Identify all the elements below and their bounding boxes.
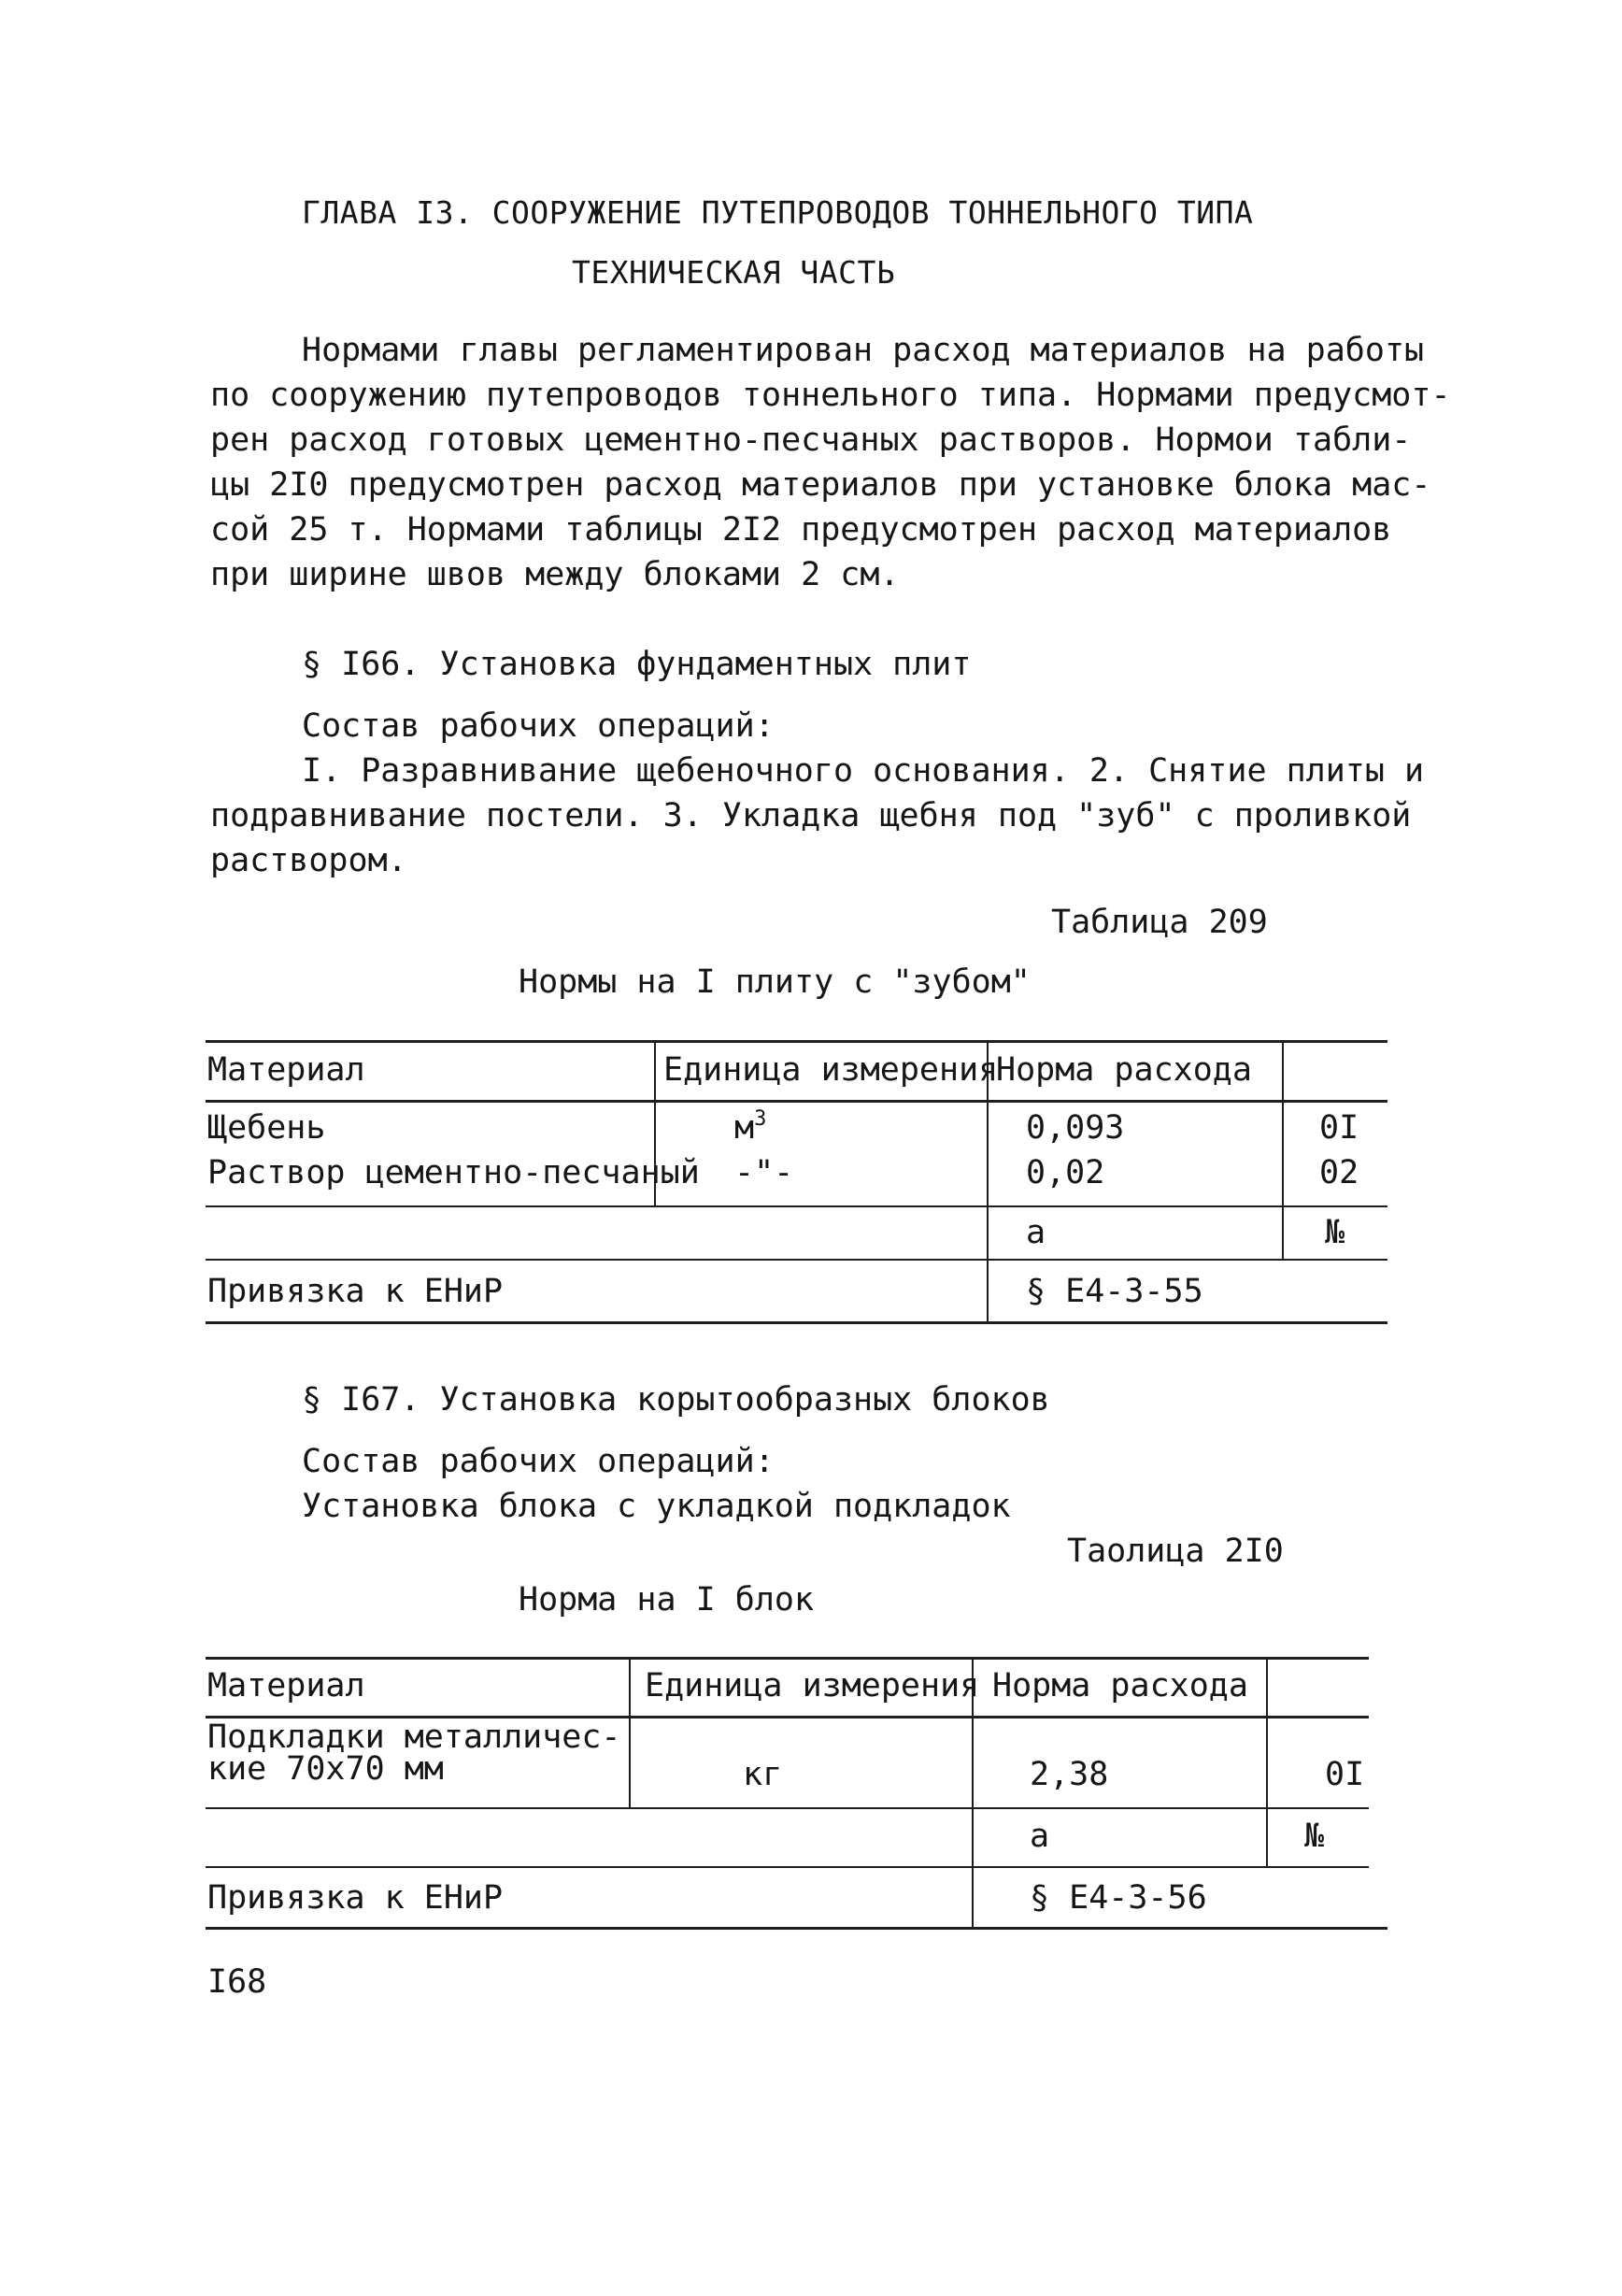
column-divider	[1266, 1657, 1268, 1866]
header-unit: Единица измерения	[663, 1051, 999, 1089]
intro-line: при ширине швов между блоками 2 см.	[210, 556, 900, 593]
cell-code: 02	[1319, 1154, 1359, 1191]
table-210-number: Таолица 2I0	[1067, 1533, 1284, 1570]
header-material: Материал	[207, 1667, 365, 1704]
table-rule	[206, 1040, 1387, 1043]
cell-norm: 0,02	[1026, 1154, 1105, 1191]
table-rule	[206, 1927, 1387, 1930]
cell-unit: кг	[743, 1756, 783, 1793]
intro-line: рен расход готовых цементно-песчаных растворов. Нормои табли-	[210, 421, 1412, 459]
binding-label: Привязка к ЕНиР	[207, 1879, 504, 1917]
cell-unit: -"-	[734, 1154, 794, 1191]
chapter-title: ГЛАВА I3. СООРУЖЕНИЕ ПУТЕПРОВОДОВ ТОННЕЛЬНОГО ТИПА	[302, 194, 1254, 231]
cell-norm: 0,093	[1026, 1109, 1125, 1147]
table-rule	[206, 1321, 1387, 1324]
header-norm: Норма расхода	[996, 1051, 1252, 1089]
header-unit: Единица измерения	[645, 1667, 980, 1704]
intro-line: цы 2I0 предусмотрен расход материалов при установке блока мас-	[210, 466, 1431, 504]
table-rule	[206, 1866, 1369, 1868]
ops-line: подравнивание постели. 3. Укладка щебня под "зуб" с проливкой	[210, 797, 1412, 834]
binding-label: Привязка к ЕНиР	[207, 1273, 504, 1310]
cell-norm: 2,38	[1030, 1756, 1109, 1793]
binding-value: § Е4-3-55	[1026, 1273, 1203, 1310]
section-166-ops-heading: Состав рабочих операций:	[302, 707, 775, 745]
cell-unit: $м^3$	[734, 1107, 767, 1147]
section-167-ops-heading: Состав рабочих операций:	[302, 1443, 775, 1480]
column-label-number: №	[1304, 1818, 1325, 1855]
section-167-title: § I67. Установка корытообразных блоков	[302, 1381, 1050, 1419]
cell-code: 0I	[1319, 1109, 1359, 1147]
table-209-caption: Нормы на I плиту с "зубом"	[519, 963, 1031, 1001]
column-label-number: №	[1325, 1214, 1345, 1251]
ops-line: I. Разравнивание щебеночного основания. 2. Снятие плиты и	[302, 752, 1425, 790]
binding-value: § Е4-3-56	[1030, 1879, 1207, 1917]
intro-line: сой 25 т. Нормами таблицы 2I2 предусмотрен расход материалов	[210, 511, 1392, 549]
column-divider	[1282, 1040, 1284, 1259]
table-210-caption: Норма на I блок	[519, 1581, 815, 1619]
cell-material: Щебень	[207, 1109, 326, 1147]
table-209-number: Таблица 209	[1051, 904, 1268, 941]
column-divider	[629, 1657, 631, 1807]
column-label-a: а	[1030, 1818, 1050, 1855]
header-norm: Норма расхода	[992, 1667, 1248, 1704]
table-rule	[206, 1807, 1369, 1809]
header-material: Материал	[207, 1051, 365, 1089]
ops-line: раствором.	[210, 842, 407, 879]
page-number: I68	[207, 1963, 267, 2001]
intro-line: Нормами главы регламентирован расход материалов на работы	[302, 332, 1425, 369]
chapter-subtitle: ТЕХНИЧЕСКАЯ ЧАСТЬ	[572, 254, 896, 291]
table-rule	[206, 1100, 1387, 1103]
cell-material: Подкладки металличес- кие 70х70 мм	[207, 1718, 621, 1788]
table-rule	[206, 1205, 1387, 1207]
ops-line: Установка блока с укладкой подкладок	[302, 1488, 1011, 1525]
table-rule	[206, 1657, 1369, 1660]
column-label-a: а	[1026, 1214, 1046, 1251]
section-166-title: § I66. Установка фундаментных плит	[302, 646, 972, 683]
cell-code: 0I	[1325, 1756, 1365, 1793]
table-rule	[206, 1259, 1387, 1261]
cell-material: Раствор цементно-песчаный	[207, 1154, 700, 1191]
intro-line: по сооружению путепроводов тоннельного типа. Нормами предусмот-	[210, 377, 1451, 414]
